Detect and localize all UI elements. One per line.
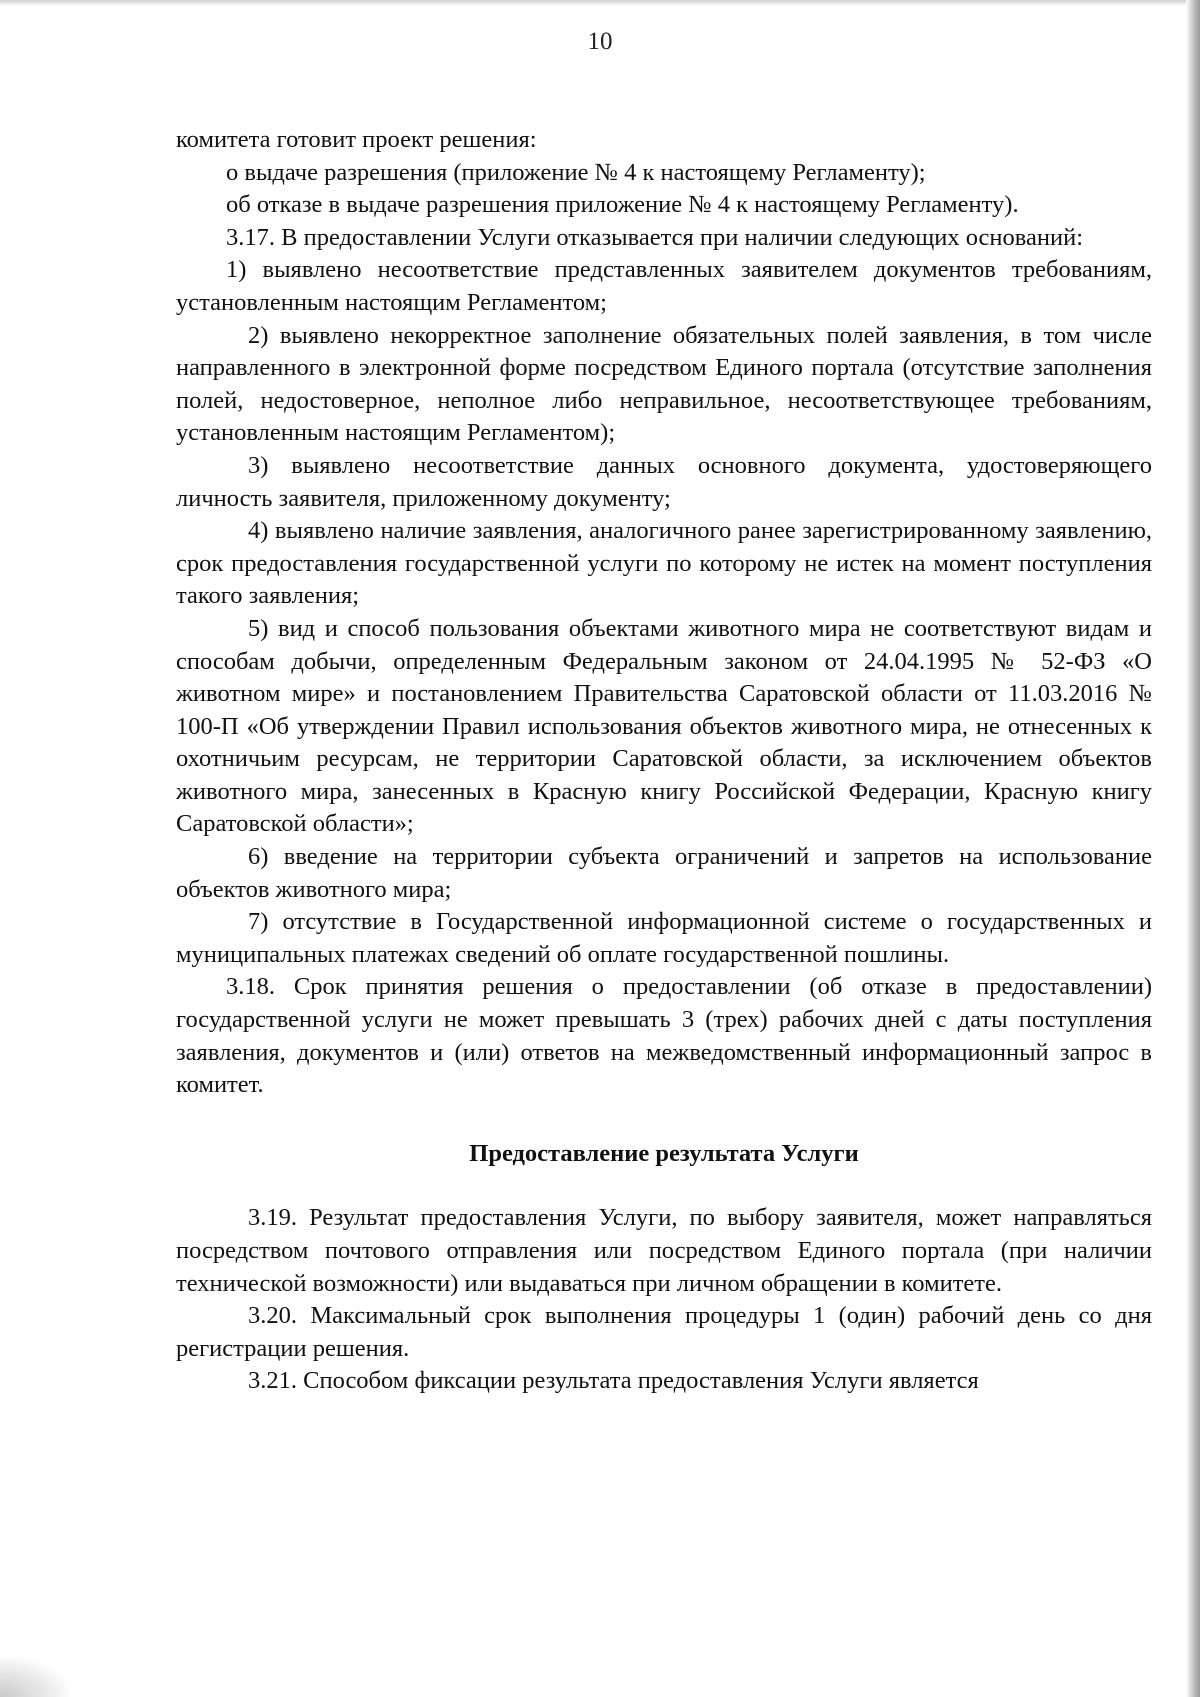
paragraph: 3.19. Результат предоставления Услуги, по выбору заявителя, может направляться посредством почтового отправления или посредством Единого портала (при наличии технической возможности) или выдаваться при личном обращении в комитете.	[176, 1204, 1152, 1297]
section-heading: Предоставление результата Услуги	[469, 1139, 859, 1167]
document-body	[176, 124, 1152, 1398]
page-number: 10	[587, 28, 613, 55]
list-item: 7) отсутствие в Государственной информационной системе о государственных и муниципальных платежах сведений об оплате государственной пошлины.	[176, 908, 1152, 968]
list-item: 2) выявлено некорректное заполнение обязательных полей заявления, в том числе направленного в электронной форме посредством Единого портала (отсутствие заполнения полей, недостоверное, неполное либо неправильное, несоответствующее требованиям, установленным настоящим Регламентом);	[176, 321, 1152, 447]
list-item: 6) введение на территории субъекта ограничений и запретов на использование объектов животного мира;	[176, 843, 1152, 903]
paragraph: 3.20. Максимальный срок выполнения процедуры 1 (один) рабочий день со дня регистрации решения.	[176, 1302, 1152, 1362]
scan-edge-right	[1186, 0, 1200, 1697]
list-item: 1) выявлено несоответствие представленных заявителем документов требованиям, установленным настоящим Регламентом;	[176, 256, 1152, 316]
paragraph: комитета готовит проект решения:	[176, 126, 537, 153]
paragraph: 3.18. Срок принятия решения о предоставлении (об отказе в предоставлении) государственной услуги не может превышать 3 (трех) рабочих дней с даты поступления заявления, документов и (или) ответов на межведомственный информационный запрос в комитет.	[176, 973, 1152, 1099]
scan-edge-corner	[0, 1657, 70, 1697]
paragraph: об отказе в выдаче разрешения приложение № 4 к настоящему Регламенту).	[226, 191, 1019, 219]
scan-edge-top	[0, 0, 1200, 6]
list-item: 4) выявлено наличие заявления, аналогичного ранее зарегистрированному заявлению, срок предоставления государственной услуги по которому не истек на момент поступления такого заявления;	[176, 517, 1152, 610]
paragraph: 3.17. В предоставлении Услуги отказывается при наличии следующих оснований:	[226, 223, 1084, 251]
list-item: 3) выявлено несоответствие данных основного документа, удостоверяющего личность заявителя, приложенному документу;	[176, 451, 1152, 512]
paragraph: о выдаче разрешения (приложение № 4 к настоящему Регламенту);	[226, 158, 926, 186]
paragraph: 3.21. Способом фиксации результата предоставления Услуги является	[248, 1367, 979, 1395]
list-item: 5) вид и способ пользования объектами животного мира не соответствуют видам и способам добычи, определенным Федеральным законом от 24.04.1995 № 52-ФЗ «О животном мире» и постановлением Правительства Саратовской области от 11.03.2016 № 100-П «Об утверждении Правил использования объектов животного мира, не отнесенных к охотничьим ресурсам, не территории Саратовской области, за исключением объектов животного мира, занесенных в Красную книгу Российской Федерации, Красную книгу Саратовской области»;	[176, 614, 1152, 838]
